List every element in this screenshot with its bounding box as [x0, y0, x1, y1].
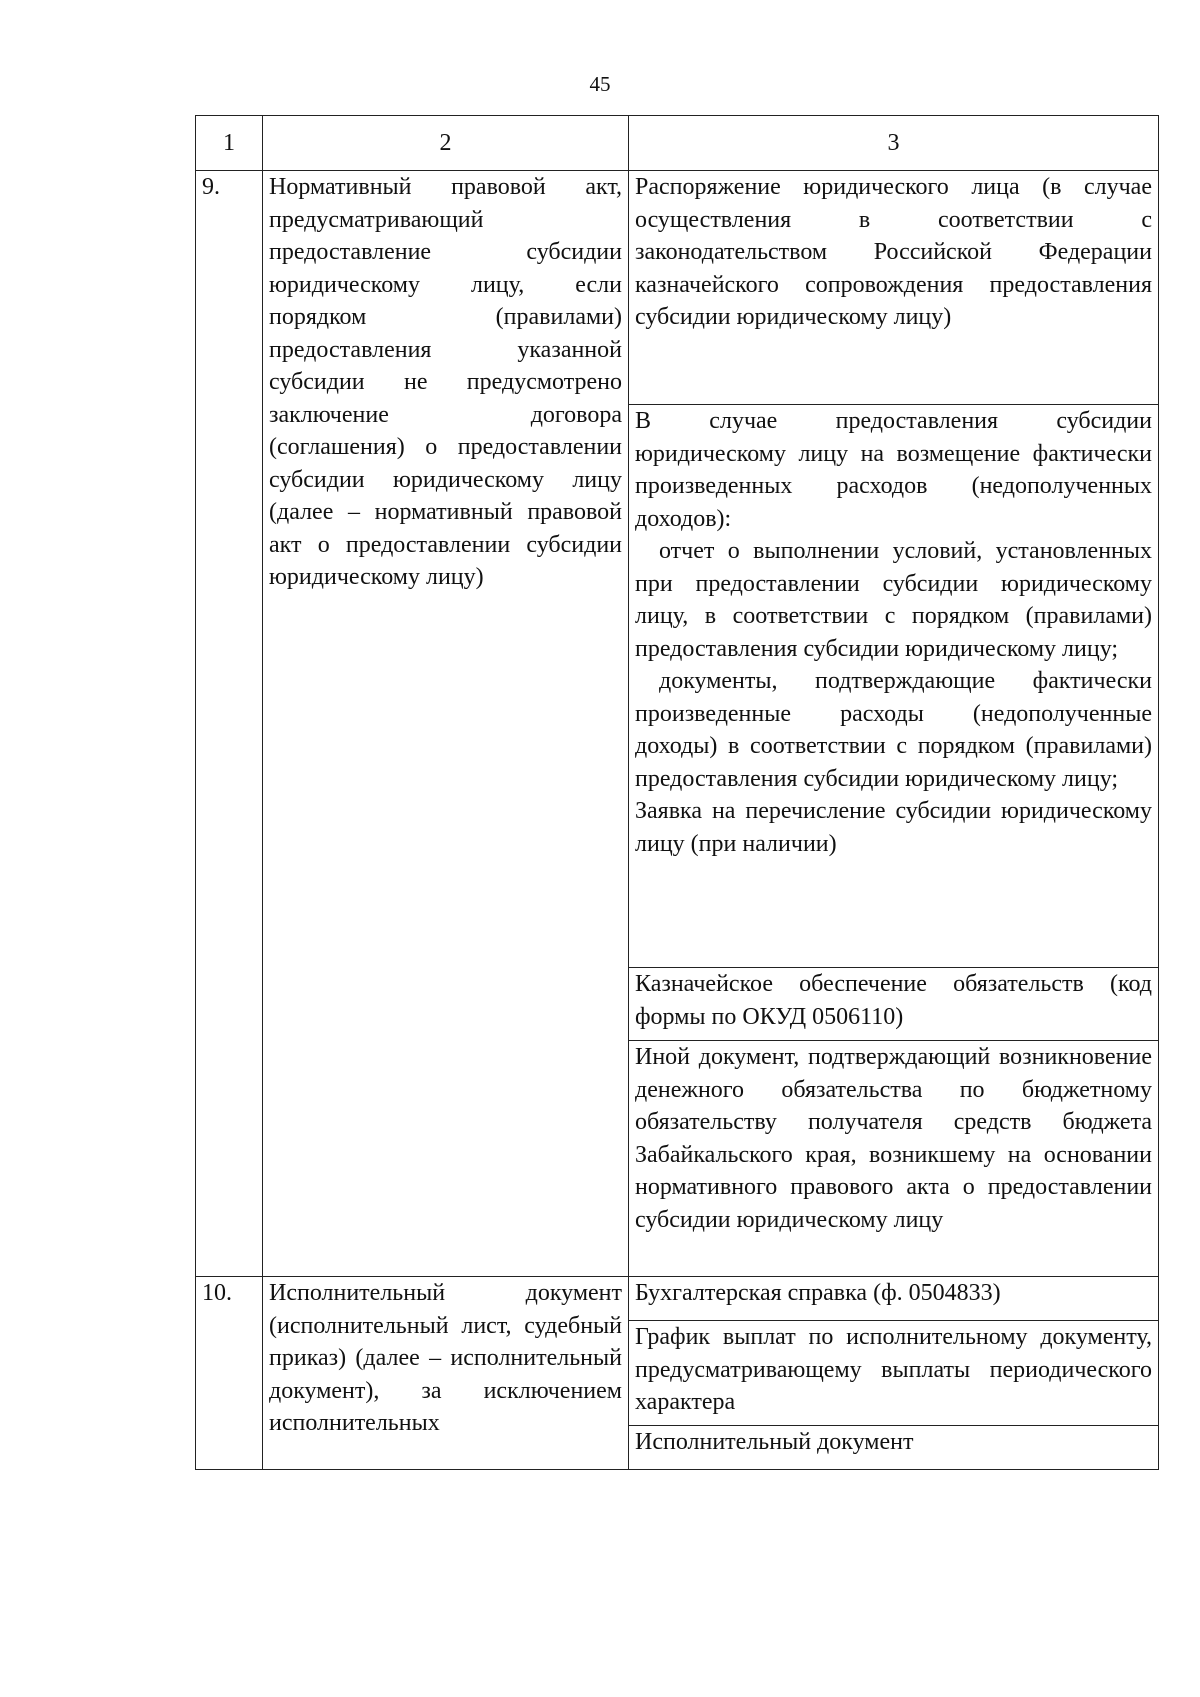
table-row	[196, 1277, 1159, 1321]
document-cell: Казначейское обеспечение обязательств (код формы по ОКУД 0506110)	[629, 968, 1159, 1041]
document-cell: Бухгалтерская справка (ф. 0504833)	[629, 1277, 1159, 1321]
document-cell	[629, 405, 1159, 968]
page-number: 45	[589, 72, 611, 96]
document-cell: Иной документ, подтверждающий возникновение денежного обязательства по бюджетному обязательству получателя средств бюджета Забайкальского края, возникшему на основании нормативного правового акта о предоставлении субсидии юридическому лицу	[629, 1041, 1159, 1277]
table-row	[196, 171, 1159, 405]
document-text: отчет о выполнении условий, установленных при предоставлении субсидии юридическому лицу, в соответствии с порядком (правилами) предоставления субсидии юридическому лицу;	[635, 538, 1152, 662]
documents-table	[195, 115, 1159, 1470]
row-description: Нормативный правовой акт, предусматривающий предоставление субсидии юридическому лицу, если порядком (правилами) предоставления указанной субсидии не предусмотрено заключение договора (соглашения) о предоставлении субсидии юридическому лицу (далее – нормативный правовой акт о предоставлении субсидии юридическому лицу)	[263, 171, 629, 1277]
row-number: 10.	[196, 1277, 263, 1470]
document-text: Заявка на перечисление субсидии юридическому лицу (при наличии)	[635, 798, 1152, 857]
document-cell: Распоряжение юридического лица (в случае осуществления в соответствии с законодательством Российской Федерации казначейского сопровождения предоставления субсидии юридическому лицу)	[629, 171, 1159, 405]
column-header-3: 3	[629, 116, 1159, 171]
document-cell: Исполнительный документ	[629, 1426, 1159, 1470]
document-text: В случае предоставления субсидии юридическому лицу на возмещение фактически произведенных расходов (недополученных доходов):	[635, 408, 1152, 532]
column-header-1: 1	[196, 116, 263, 171]
column-header-2: 2	[263, 116, 629, 171]
document-text: документы, подтверждающие фактически произведенные расходы (недополученные доходы) в соответствии с порядком (правилами) предоставления субсидии юридическому лицу;	[635, 668, 1152, 792]
document-cell: График выплат по исполнительному документу, предусматривающему выплаты периодического характера	[629, 1321, 1159, 1426]
row-number: 9.	[196, 171, 263, 1277]
table-header-row	[196, 116, 1159, 171]
row-description: Исполнительный документ (исполнительный лист, судебный приказ) (далее – исполнительный документ), за исключением исполнительных	[263, 1277, 629, 1470]
